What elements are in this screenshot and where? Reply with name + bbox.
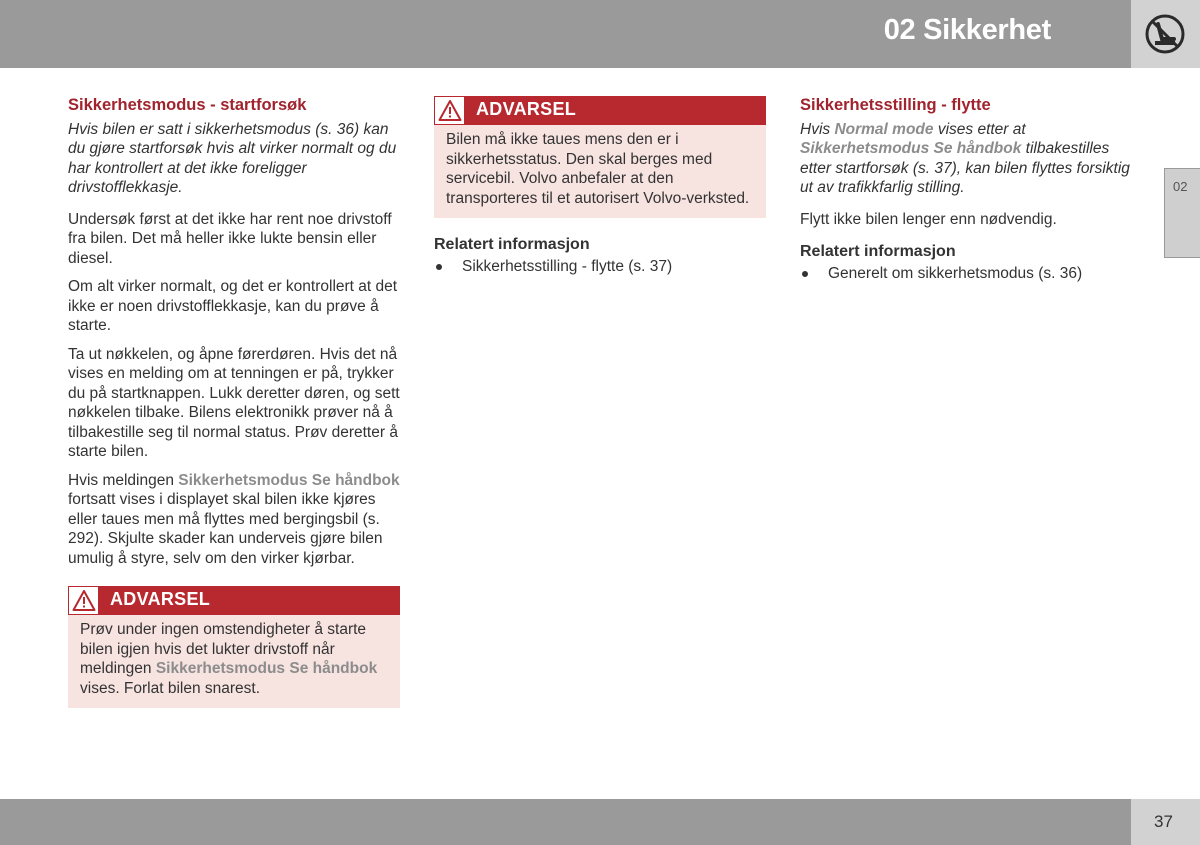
text-run: Hvis meldingen <box>68 471 179 489</box>
section-intro <box>800 120 1132 198</box>
page-number-box <box>1131 799 1200 845</box>
text-run: vises etter at <box>933 120 1026 138</box>
related-info-title: Relatert informasjon <box>434 236 590 253</box>
display-message: Sikkerhetsmodus Se håndbok <box>800 140 1022 157</box>
paragraph: Om alt virker normalt, og det er kontrollert at det ikke er noen drivstofflekkasje, kan du prøve å starte. <box>68 278 398 334</box>
section-title: Sikkerhetsmodus - startforsøk <box>68 96 307 114</box>
section-title: Sikkerhetsstilling - flytte <box>800 96 991 114</box>
warning-triangle-icon <box>68 586 99 615</box>
text-run: Prøv under ingen omstendigheter å starte bilen igjen hvis det lukter drivstoff når meldingen <box>80 621 367 677</box>
warning-box <box>434 96 766 218</box>
display-message: Sikkerhetsmodus Se håndbok <box>178 471 400 489</box>
footer-bar <box>0 799 1131 845</box>
warning-body: Bilen må ikke taues mens den er i sikkerhetsstatus. Den skal berges med servicebil. Volvo anbefaler at den transporteres til et autorisert Volvo-verksted. <box>446 131 750 207</box>
related-link[interactable]: Generelt om sikkerhetsmodus (s. 36) <box>800 264 1132 284</box>
section-intro: Hvis bilen er satt i sikkerhetsmodus (s. 36) kan du gjøre startforsøk hvis alt virker normalt og du har kontrollert at det ikke foreligger drivstofflekkasje. <box>68 120 397 196</box>
page-number: 37 <box>1154 812 1173 831</box>
display-message: Sikkerhetsmodus Se håndbok <box>155 660 378 677</box>
paragraph: Ta ut nøkkelen, og åpne førerdøren. Hvis det nå vises en melding om at tenningen er på, trykker du på startknappen. Lukk deretter døren, og sett nøkkelen tilbake. Bilens elektronikk prøver nå å tilbakestille seg til normal status. Prøv deretter å starte bilen. <box>68 345 400 460</box>
display-message: Normal mode <box>834 120 934 138</box>
warning-label: ADVARSEL <box>110 589 211 609</box>
chapter-tab-label: 02 <box>1173 179 1188 194</box>
seat-icon <box>1144 13 1186 55</box>
warning-header <box>434 96 766 125</box>
header-icon-box <box>1131 0 1200 68</box>
page-title: 02 Sikkerhet <box>883 14 1051 46</box>
column-2 <box>434 96 766 276</box>
chapter-tab[interactable] <box>1164 168 1200 258</box>
column-1 <box>68 96 400 708</box>
text-run: fortsatt vises i displayet skal bilen ikke kjøres eller taues men må flyttes med bergingsbil (s. 292). Skjulte skader kan underveis gjøre bilen umulig å styre, selv om den virker kjørbar. <box>68 491 383 567</box>
related-link[interactable]: Sikkerhetsstilling - flytte (s. 37) <box>434 257 766 277</box>
header-bar <box>0 0 1131 68</box>
paragraph <box>68 471 400 569</box>
column-3 <box>800 96 1132 283</box>
text-run: vises. Forlat bilen snarest. <box>80 679 261 697</box>
paragraph: Undersøk først at det ikke har rent noe drivstoff fra bilen. Det må heller ikke lukte bensin eller diesel. <box>68 210 392 267</box>
warning-triangle-icon <box>434 96 465 125</box>
related-info-title: Relatert informasjon <box>800 243 956 260</box>
warning-box <box>68 586 400 708</box>
warning-label: ADVARSEL <box>476 99 577 119</box>
warning-body <box>68 615 400 708</box>
text-run: tilbakestilles etter startforsøk (s. 37), kan bilen flyttes forsiktig ut av trafikkfarlig stilling. <box>800 140 1130 196</box>
warning-header <box>68 586 400 615</box>
paragraph: Flytt ikke bilen lenger enn nødvendig. <box>800 210 1057 228</box>
text-run: Hvis <box>800 120 835 138</box>
